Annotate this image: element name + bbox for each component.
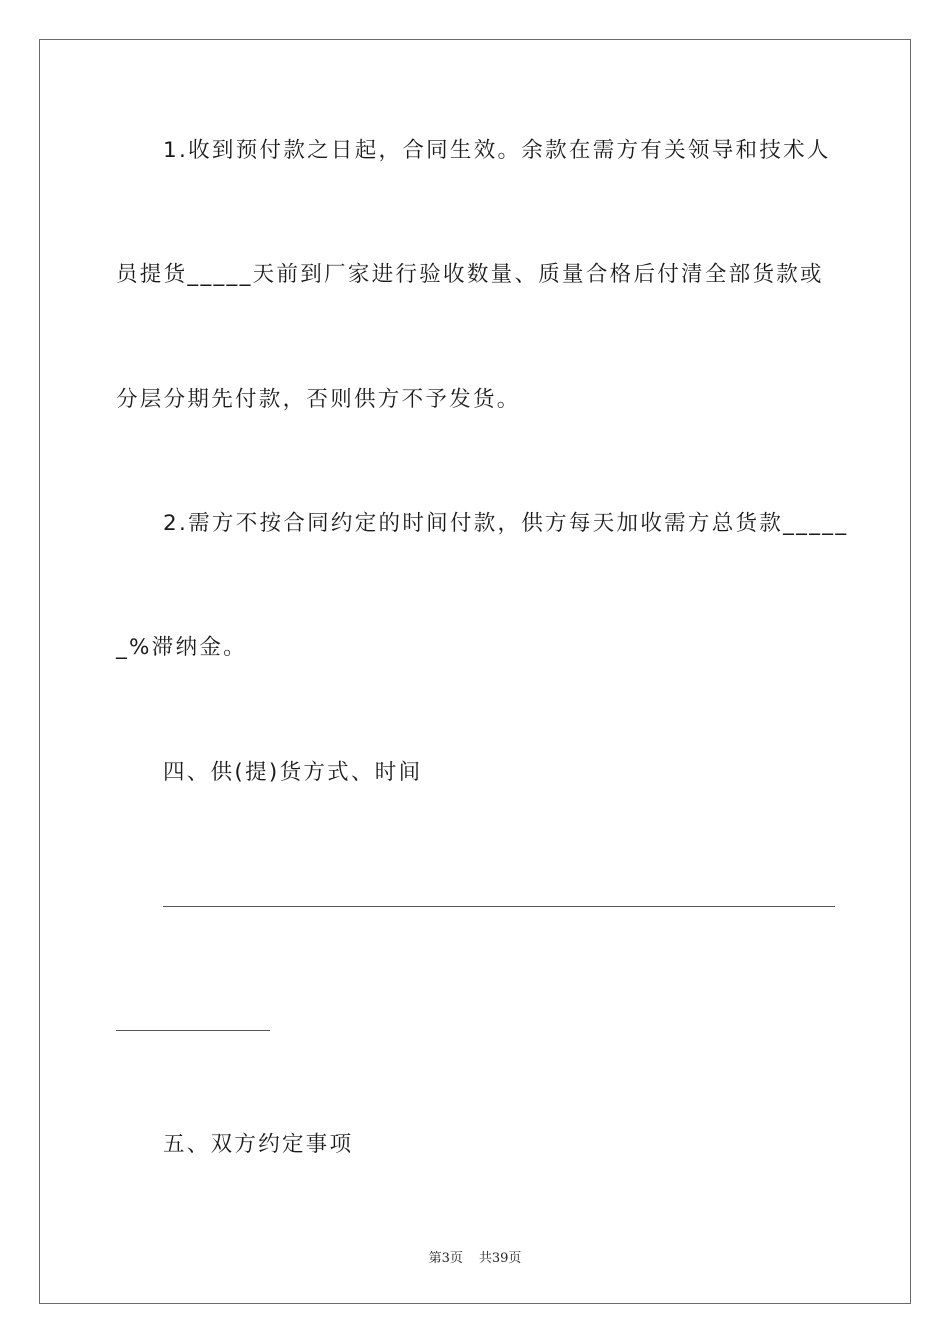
paragraph-payment-2-line-1: 2.需方不按合同约定的时间付款，供方每天加收需方总货款_____ xyxy=(163,511,849,536)
paragraph-payment-1-line-3: 分层分期先付款，否则供方不予发货。 xyxy=(116,387,521,412)
section-4-heading: 四、供(提)货方式、时间 xyxy=(163,760,423,785)
total-pages-label: 共39页 xyxy=(478,1251,522,1266)
section-5-heading: 五、双方约定事项 xyxy=(163,1132,354,1157)
page-border xyxy=(39,39,911,1304)
paragraph-payment-2-line-2: _%滞纳金。 xyxy=(116,635,247,660)
page-footer xyxy=(0,1247,950,1266)
fill-in-blank-line-2 xyxy=(116,1030,270,1031)
page-number-label: 第3页 xyxy=(428,1251,463,1266)
paragraph-payment-1-line-1: 1.收到预付款之日起，合同生效。余款在需方有关领导和技术人 xyxy=(163,138,831,163)
paragraph-payment-1-line-2: 员提货_____天前到厂家进行验收数量、质量合格后付清全部货款或 xyxy=(116,262,824,287)
fill-in-blank-line-1 xyxy=(163,906,835,907)
